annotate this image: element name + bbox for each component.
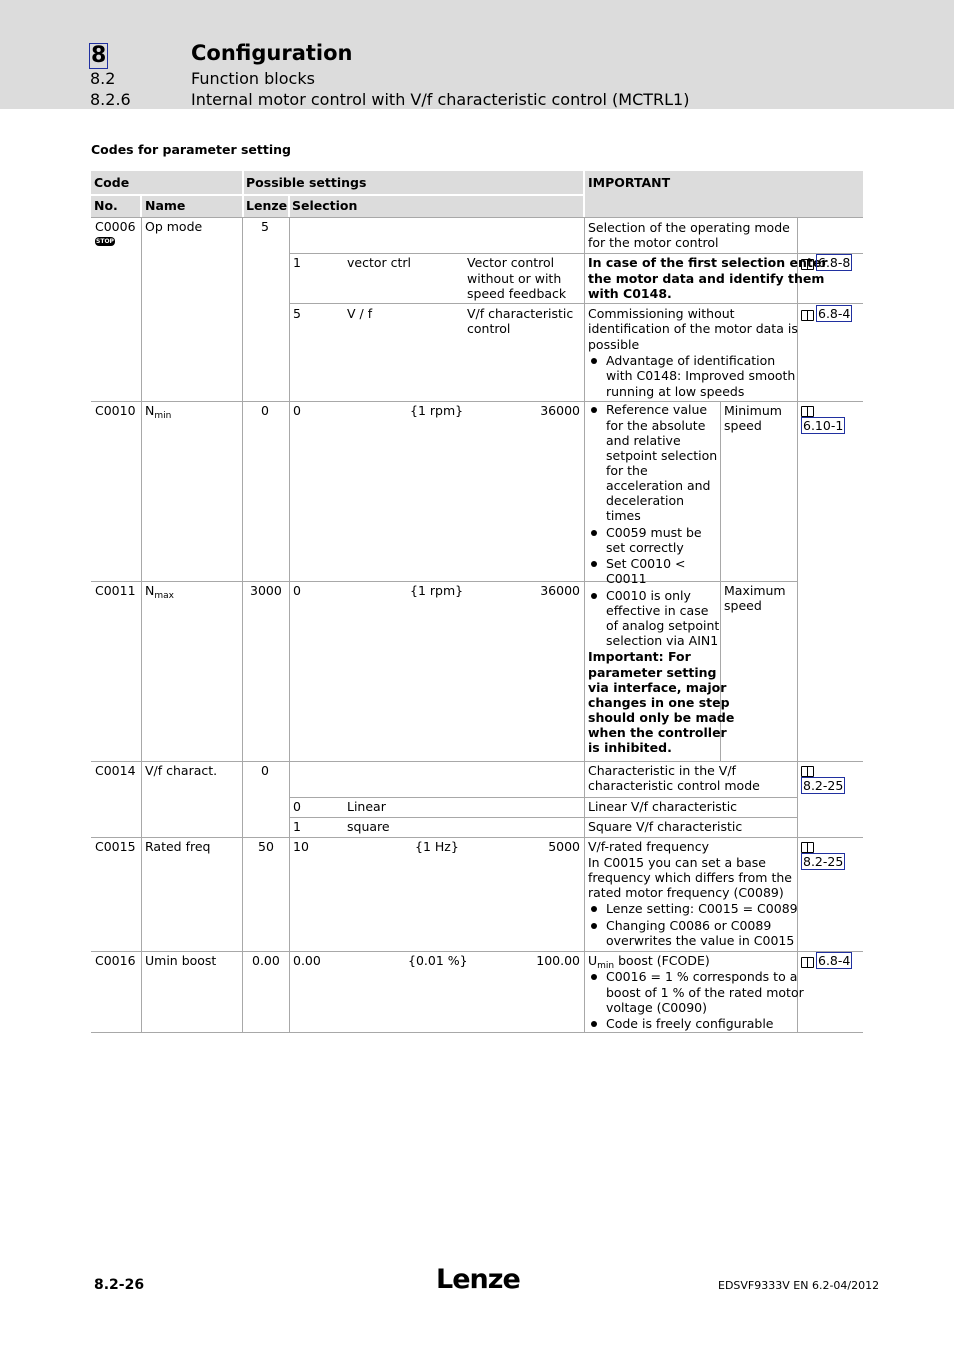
bullet-text: acceleration and bbox=[606, 478, 711, 493]
code-name: V/f charact. bbox=[145, 763, 218, 778]
min-value: 0.00 bbox=[293, 953, 321, 968]
bullet-text: for the bbox=[606, 463, 648, 478]
cross-reference[interactable] bbox=[801, 306, 852, 321]
divider bbox=[584, 217, 585, 1033]
bullet-text: setpoint selection bbox=[606, 448, 718, 463]
bullet-text: overwrites the value in C0015 bbox=[606, 933, 795, 948]
section-number: 8.2 bbox=[90, 69, 116, 88]
cross-reference[interactable] bbox=[801, 953, 852, 968]
code-description: Minimum bbox=[724, 403, 782, 418]
important-note: should only be made bbox=[588, 710, 735, 725]
divider bbox=[289, 253, 863, 254]
selection-desc: control bbox=[467, 321, 511, 336]
important-text: In C0015 you can set a base bbox=[588, 855, 766, 870]
max-value: 36000 bbox=[540, 403, 580, 418]
header-no: No. bbox=[94, 198, 118, 213]
selection-value: 1 bbox=[293, 819, 301, 834]
stop-icon: STOP bbox=[96, 238, 114, 245]
page-link[interactable]: 6.10-1 bbox=[803, 418, 844, 433]
important-text: rated motor frequency (C0089) bbox=[588, 885, 784, 900]
important-text: identification of the motor data is bbox=[588, 321, 798, 336]
selection-label: vector ctrl bbox=[347, 255, 412, 270]
document-id: EDSVF9333V EN 6.2-04/2012 bbox=[718, 1279, 880, 1292]
important-text: $U_{min}$ boost (FCODE) bbox=[588, 953, 710, 971]
header-name: Name bbox=[145, 198, 186, 213]
lenze-value: 3000 bbox=[250, 583, 282, 598]
header-possible-settings: Possible settings bbox=[246, 175, 367, 190]
unit: {1 rpm} bbox=[410, 403, 464, 418]
lenze-value: 0 bbox=[261, 403, 269, 418]
selection-desc: Vector control bbox=[467, 255, 555, 270]
book-icon bbox=[801, 766, 813, 776]
code-number: C0011 bbox=[95, 583, 136, 598]
bullet-text: set correctly bbox=[606, 540, 684, 555]
selection-label: square bbox=[347, 819, 390, 834]
divider bbox=[797, 401, 798, 761]
bullet-item: Lenze setting: C0015 = C0089 bbox=[588, 901, 798, 917]
page-link[interactable]: 6.8-4 bbox=[818, 306, 851, 321]
important-text: Characteristic in the V/f bbox=[588, 763, 736, 778]
important-text: V/f-rated frequency bbox=[588, 839, 709, 854]
important-text: characteristic control mode bbox=[588, 778, 760, 793]
bullet-item: Code is freely configurable bbox=[588, 1016, 774, 1032]
important-text: frequency which differs from the bbox=[588, 870, 792, 885]
important-note: is inhibited. bbox=[588, 740, 672, 755]
cross-reference[interactable] bbox=[801, 402, 816, 417]
divider bbox=[720, 581, 797, 582]
code-number: C0016 bbox=[95, 953, 136, 968]
page-link[interactable]: 6.8-8 bbox=[818, 255, 851, 270]
selection-desc: without or with bbox=[467, 271, 562, 286]
bullet-item: Advantage of identification bbox=[588, 353, 775, 369]
code-name: $N_{max}$ bbox=[145, 583, 174, 601]
divider bbox=[797, 837, 798, 1033]
bullet-text: running at low speeds bbox=[606, 384, 745, 399]
cross-reference[interactable] bbox=[801, 255, 852, 270]
important-text: possible bbox=[588, 337, 640, 352]
lenze-value: 0.00 bbox=[252, 953, 280, 968]
bullet-text: C0011 bbox=[606, 571, 647, 586]
code-number: C0015 bbox=[95, 839, 136, 854]
selection-label: V / f bbox=[347, 306, 373, 321]
bullet-text: for the absolute bbox=[606, 418, 706, 433]
important-note: via interface, major bbox=[588, 680, 727, 695]
book-icon bbox=[801, 406, 813, 416]
code-number: C0006 bbox=[95, 219, 136, 234]
divider bbox=[91, 837, 863, 838]
bullet-item: Reference value bbox=[588, 402, 707, 418]
important-note: changes in one step bbox=[588, 695, 730, 710]
section-caption: Codes for parameter setting bbox=[91, 142, 291, 157]
bullet-text: with C0148: Improved smooth bbox=[606, 368, 796, 383]
divider bbox=[289, 797, 797, 798]
bullet-text: selection via AIN1 bbox=[606, 633, 719, 648]
code-description: Maximum bbox=[724, 583, 786, 598]
cross-reference[interactable] bbox=[801, 838, 816, 853]
important-text: Square V/f characteristic bbox=[588, 819, 743, 834]
bullet-text: of analog setpoint bbox=[606, 618, 720, 633]
divider bbox=[242, 217, 243, 1033]
important-text: with C0148. bbox=[588, 286, 672, 301]
max-value: 100.00 bbox=[536, 953, 580, 968]
lenze-value: 0 bbox=[261, 763, 269, 778]
important-note: when the controller bbox=[588, 725, 727, 740]
code-number: C0010 bbox=[95, 403, 136, 418]
bullet-item: C0016 = 1 % corresponds to a bbox=[588, 969, 797, 985]
unit: {1 Hz} bbox=[415, 839, 459, 854]
chapter-title: Configuration bbox=[191, 41, 353, 65]
min-value: 0 bbox=[293, 403, 301, 418]
page-link[interactable]: 8.2-25 bbox=[803, 778, 844, 793]
divider bbox=[797, 761, 798, 837]
bullet-item: C0059 must be bbox=[588, 525, 702, 541]
code-number: C0014 bbox=[95, 763, 136, 778]
book-icon bbox=[801, 957, 813, 967]
book-icon bbox=[801, 842, 813, 852]
min-value: 0 bbox=[293, 583, 301, 598]
header-important: IMPORTANT bbox=[588, 175, 671, 190]
divider bbox=[141, 217, 142, 1033]
cross-reference-link[interactable] bbox=[801, 778, 845, 793]
selection-value: 0 bbox=[293, 799, 301, 814]
divider bbox=[289, 217, 290, 1033]
selection-label: Linear bbox=[347, 799, 386, 814]
min-value: 10 bbox=[293, 839, 309, 854]
cross-reference[interactable] bbox=[801, 762, 816, 777]
page-link[interactable]: 8.2-25 bbox=[803, 854, 844, 869]
max-value: 36000 bbox=[540, 583, 580, 598]
code-name: Op mode bbox=[145, 219, 203, 234]
page-number: 8.2-26 bbox=[94, 1277, 145, 1293]
divider bbox=[91, 401, 863, 402]
selection-desc: speed feedback bbox=[467, 286, 567, 301]
code-name: Rated freq bbox=[145, 839, 211, 854]
bullet-text: and relative bbox=[606, 433, 681, 448]
cross-reference-link[interactable] bbox=[801, 854, 845, 869]
bullet-text: voltage (C0090) bbox=[606, 1000, 707, 1015]
important-text: the motor data and identify them bbox=[588, 271, 825, 286]
divider bbox=[289, 817, 797, 818]
important-note: Important: For bbox=[588, 649, 691, 664]
bullet-text: effective in case bbox=[606, 603, 709, 618]
book-icon bbox=[801, 259, 813, 269]
page-link[interactable]: 6.8-4 bbox=[818, 953, 851, 968]
divider bbox=[289, 303, 863, 304]
max-value: 5000 bbox=[548, 839, 580, 854]
bullet-text: times bbox=[606, 508, 641, 523]
lenze-logo: Lenze bbox=[436, 1264, 520, 1295]
important-text: Commissioning without bbox=[588, 306, 735, 321]
subsection-title: Internal motor control with V/f characteristic control (MCTRL1) bbox=[191, 90, 690, 109]
important-note: parameter setting bbox=[588, 665, 717, 680]
unit: {0.01 %} bbox=[408, 953, 468, 968]
selection-desc: V/f characteristic bbox=[467, 306, 574, 321]
lenze-value: 50 bbox=[258, 839, 274, 854]
code-description: speed bbox=[724, 598, 762, 613]
lenze-value: 5 bbox=[261, 219, 269, 234]
chapter-number-link[interactable]: 8 bbox=[91, 43, 107, 68]
bullet-item: Changing C0086 or C0089 bbox=[588, 918, 771, 934]
important-text: for the motor control bbox=[588, 235, 719, 250]
selection-value: 1 bbox=[293, 255, 301, 270]
bullet-item: Set C0010 < bbox=[588, 556, 686, 572]
section-title: Function blocks bbox=[191, 69, 315, 88]
bullet-text: boost of 1 % of the rated motor bbox=[606, 985, 804, 1000]
divider bbox=[91, 1032, 863, 1033]
divider bbox=[91, 761, 863, 762]
code-name: Umin boost bbox=[145, 953, 217, 968]
bullet-text: deceleration bbox=[606, 493, 685, 508]
bullet-item: C0010 is only bbox=[588, 588, 691, 604]
unit: {1 rpm} bbox=[410, 583, 464, 598]
selection-value: 5 bbox=[293, 306, 301, 321]
important-text: Selection of the operating mode bbox=[588, 220, 790, 235]
important-text: Linear V/f characteristic bbox=[588, 799, 738, 814]
code-name: $N_{min}$ bbox=[145, 403, 172, 421]
header-code: Code bbox=[94, 175, 130, 190]
cross-reference-link[interactable] bbox=[801, 418, 845, 433]
divider bbox=[91, 951, 863, 952]
book-icon bbox=[801, 310, 813, 320]
code-description: speed bbox=[724, 418, 762, 433]
important-text: In case of the first selection enter bbox=[588, 255, 828, 270]
subsection-number: 8.2.6 bbox=[90, 90, 131, 109]
header-selection: Selection bbox=[292, 198, 358, 213]
divider bbox=[797, 217, 798, 401]
divider bbox=[91, 217, 863, 218]
header-lenze: Lenze bbox=[246, 198, 288, 213]
